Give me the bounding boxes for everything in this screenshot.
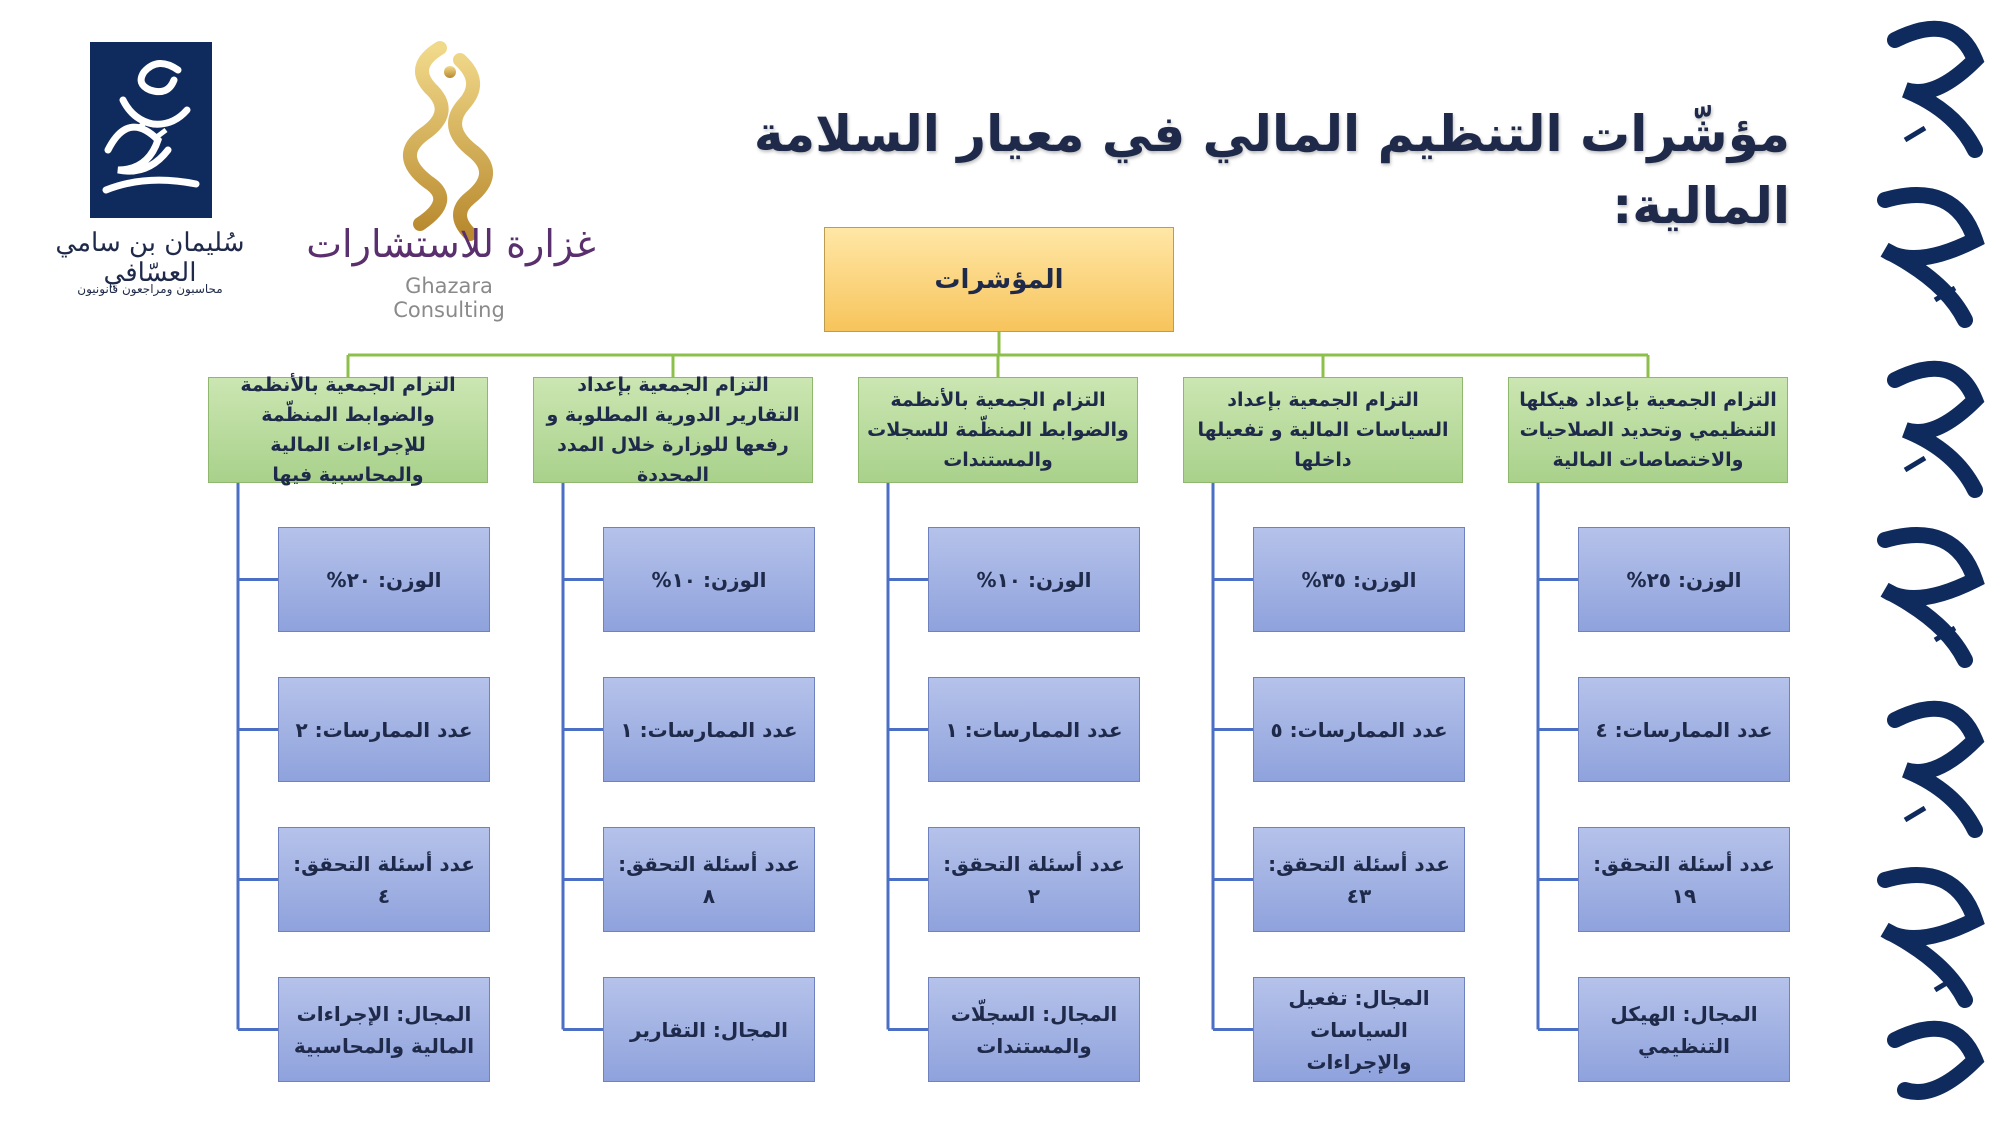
category-box: التزام الجمعية بإعداد هيكلها التنظيمي وتحديد الصلاحيات والاختصاصات المالية	[1508, 377, 1788, 483]
field-box: المجال: التقارير	[603, 977, 815, 1082]
alassafi-name: سُليمان بن سامي العسّافي	[55, 228, 245, 288]
questions-box: عدد أسئلة التحقق: ٢	[928, 827, 1140, 932]
page-title: مؤشّرات التنظيم المالي في معيار السلامة المالية:	[753, 105, 1790, 235]
category-box: التزام الجمعية بإعداد السياسات المالية و تفعيلها داخلها	[1183, 377, 1463, 483]
weight-box: الوزن: ٢٠%	[278, 527, 490, 632]
field-box: المجال: الإجراءات المالية والمحاسبية	[278, 977, 490, 1082]
weight-box: الوزن: ٢٥%	[1578, 527, 1790, 632]
field-box: المجال: السجلّات والمستندات	[928, 977, 1140, 1082]
ghazara-latin-name: Ghazara Consulting	[393, 274, 505, 322]
practices-box: عدد الممارسات: ١	[928, 677, 1140, 782]
weight-box: الوزن: ١٠%	[928, 527, 1140, 632]
weight-box: الوزن: ٣٥%	[1253, 527, 1465, 632]
questions-box: عدد أسئلة التحقق: ١٩	[1578, 827, 1790, 932]
ghazara-arabic-name: غزارة للاستشارات	[306, 222, 596, 266]
questions-box: عدد أسئلة التحقق: ٨	[603, 827, 815, 932]
practices-box: عدد الممارسات: ١	[603, 677, 815, 782]
root-node-indicators: المؤشرات	[824, 227, 1174, 332]
category-box: التزام الجمعية بالأنظمة والضوابط المنظّمة للإجراءات المالية والمحاسبية فيها	[208, 377, 488, 483]
practices-box: عدد الممارسات: ٢	[278, 677, 490, 782]
practices-box: عدد الممارسات: ٤	[1578, 677, 1790, 782]
questions-box: عدد أسئلة التحقق: ٤	[278, 827, 490, 932]
field-box: المجال: الهيكل التنظيمي	[1578, 977, 1790, 1082]
alassafi-subtitle: محاسبون ومراجعون قانونيون	[77, 282, 223, 296]
category-box: التزام الجمعية بالأنظمة والضوابط المنظّمة للسجلات والمستندات	[858, 377, 1138, 483]
questions-box: عدد أسئلة التحقق: ٤٣	[1253, 827, 1465, 932]
category-box: التزام الجمعية بإعداد التقارير الدورية المطلوبة و رفعها للوزارة خلال المدد المحددة	[533, 377, 813, 483]
field-box: المجال: تفعيل السياسات والإجراءات	[1253, 977, 1465, 1082]
practices-box: عدد الممارسات: ٥	[1253, 677, 1465, 782]
weight-box: الوزن: ١٠%	[603, 527, 815, 632]
